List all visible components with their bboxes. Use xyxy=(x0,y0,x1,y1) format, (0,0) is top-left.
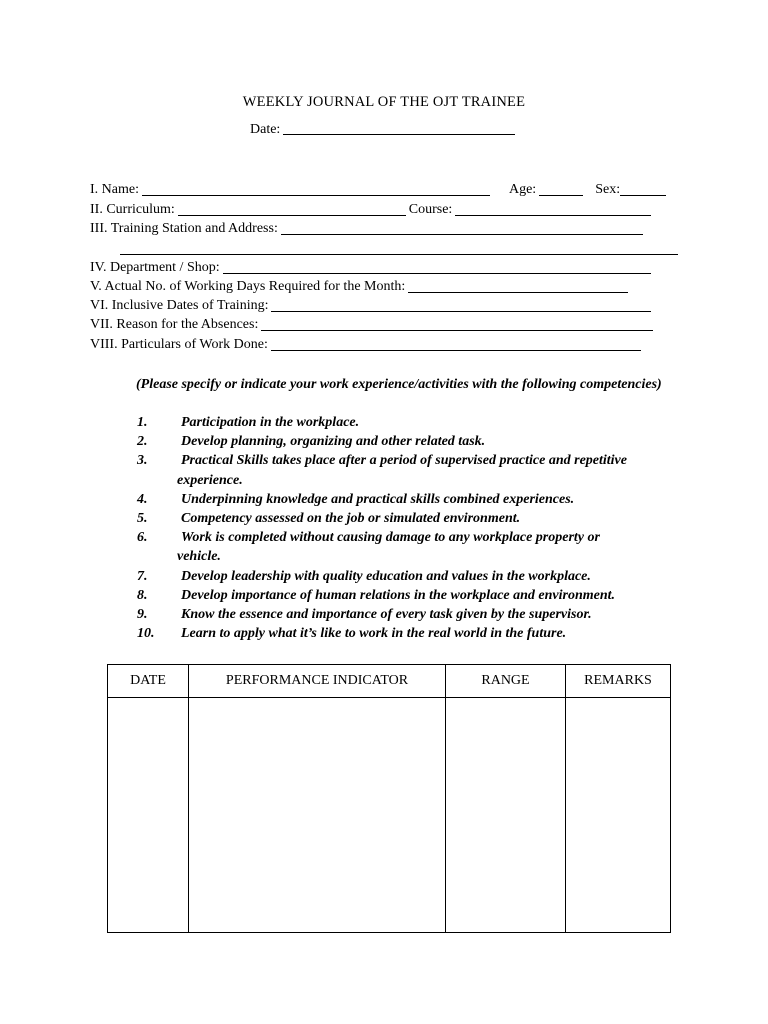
inclusive-dates-row xyxy=(90,297,651,315)
cell-range[interactable] xyxy=(446,698,566,933)
department-blank[interactable] xyxy=(223,273,651,274)
particulars-blank[interactable] xyxy=(271,350,641,351)
date-blank[interactable] xyxy=(283,134,515,135)
sex-blank[interactable] xyxy=(620,195,666,196)
absences-label: VII. Reason for the Absences: xyxy=(90,317,259,332)
training-station-blank-2[interactable] xyxy=(120,254,678,255)
header-performance-indicator: PERFORMANCE INDICATOR xyxy=(189,665,446,698)
absences-row xyxy=(90,316,653,334)
date-label: Date: xyxy=(250,122,281,137)
name-blank[interactable] xyxy=(142,195,490,196)
header-date: DATE xyxy=(108,665,189,698)
list-item: 1. Participation in the workplace. xyxy=(137,415,360,430)
inclusive-dates-blank[interactable] xyxy=(271,311,651,312)
course-blank[interactable] xyxy=(455,215,651,216)
department-row xyxy=(90,259,651,277)
cell-remarks[interactable] xyxy=(566,698,671,933)
table-header-row xyxy=(108,665,671,698)
date-field[interactable] xyxy=(250,122,530,138)
training-station-row-2 xyxy=(120,240,678,258)
list-item: 10. Learn to apply what it’s like to work in the real world in the future. xyxy=(137,626,567,642)
list-item: 4. Underpinning knowledge and practical skills combined experiences. xyxy=(137,491,575,507)
list-item: 9. Know the essence and importance of every task given by the supervisor. xyxy=(137,607,592,623)
list-item-continuation: vehicle. xyxy=(177,549,221,565)
header-range: RANGE xyxy=(446,665,566,698)
cell-date[interactable] xyxy=(108,698,189,933)
page-title: WEEKLY JOURNAL OF THE OJT TRAINEE xyxy=(242,94,526,110)
particulars-label: VIII. Particulars of Work Done: xyxy=(90,337,268,352)
training-station-row xyxy=(90,220,643,238)
instruction-text: (Please specify or indicate your work experience/activities with the following competencies) xyxy=(136,377,662,392)
header-remarks: REMARKS xyxy=(566,665,671,698)
list-item: 6. Work is completed without causing damage to any workplace property or xyxy=(137,530,600,546)
cell-performance-indicator[interactable] xyxy=(189,698,446,933)
competency-list xyxy=(90,413,690,643)
list-item: 5. Competency assessed on the job or simulated environment. xyxy=(137,511,521,527)
working-days-label: V. Actual No. of Working Days Required for the Month: xyxy=(90,279,406,294)
training-station-label: III. Training Station and Address: xyxy=(90,221,278,236)
curriculum-label: II. Curriculum: xyxy=(90,202,175,217)
course-label: Course: xyxy=(408,202,453,217)
curriculum-row xyxy=(90,201,651,219)
curriculum-blank[interactable] xyxy=(178,215,406,216)
list-item: 3. Practical Skills takes place after a period of supervised practice and repetitive xyxy=(137,453,627,469)
particulars-row xyxy=(90,336,641,354)
performance-table xyxy=(107,664,671,933)
table-row xyxy=(108,698,671,933)
inclusive-dates-label: VI. Inclusive Dates of Training: xyxy=(90,298,269,313)
list-item: 7. Develop leadership with quality education and values in the workplace. xyxy=(137,568,591,584)
age-label: Age: xyxy=(508,182,537,197)
working-days-row xyxy=(90,278,628,296)
age-blank[interactable] xyxy=(539,195,583,196)
list-item: 2. Develop planning, organizing and other related task. xyxy=(137,434,486,450)
list-item-continuation: experience. xyxy=(177,472,243,488)
absences-blank[interactable] xyxy=(261,330,653,331)
training-station-blank[interactable] xyxy=(281,234,643,235)
sex-label: Sex: xyxy=(595,182,621,197)
list-item: 8. Develop importance of human relations in the workplace and environment. xyxy=(137,587,616,603)
name-label: I. Name: xyxy=(90,182,139,197)
department-label: IV. Department / Shop: xyxy=(90,260,220,275)
name-row xyxy=(90,181,666,199)
working-days-blank[interactable] xyxy=(408,292,628,293)
